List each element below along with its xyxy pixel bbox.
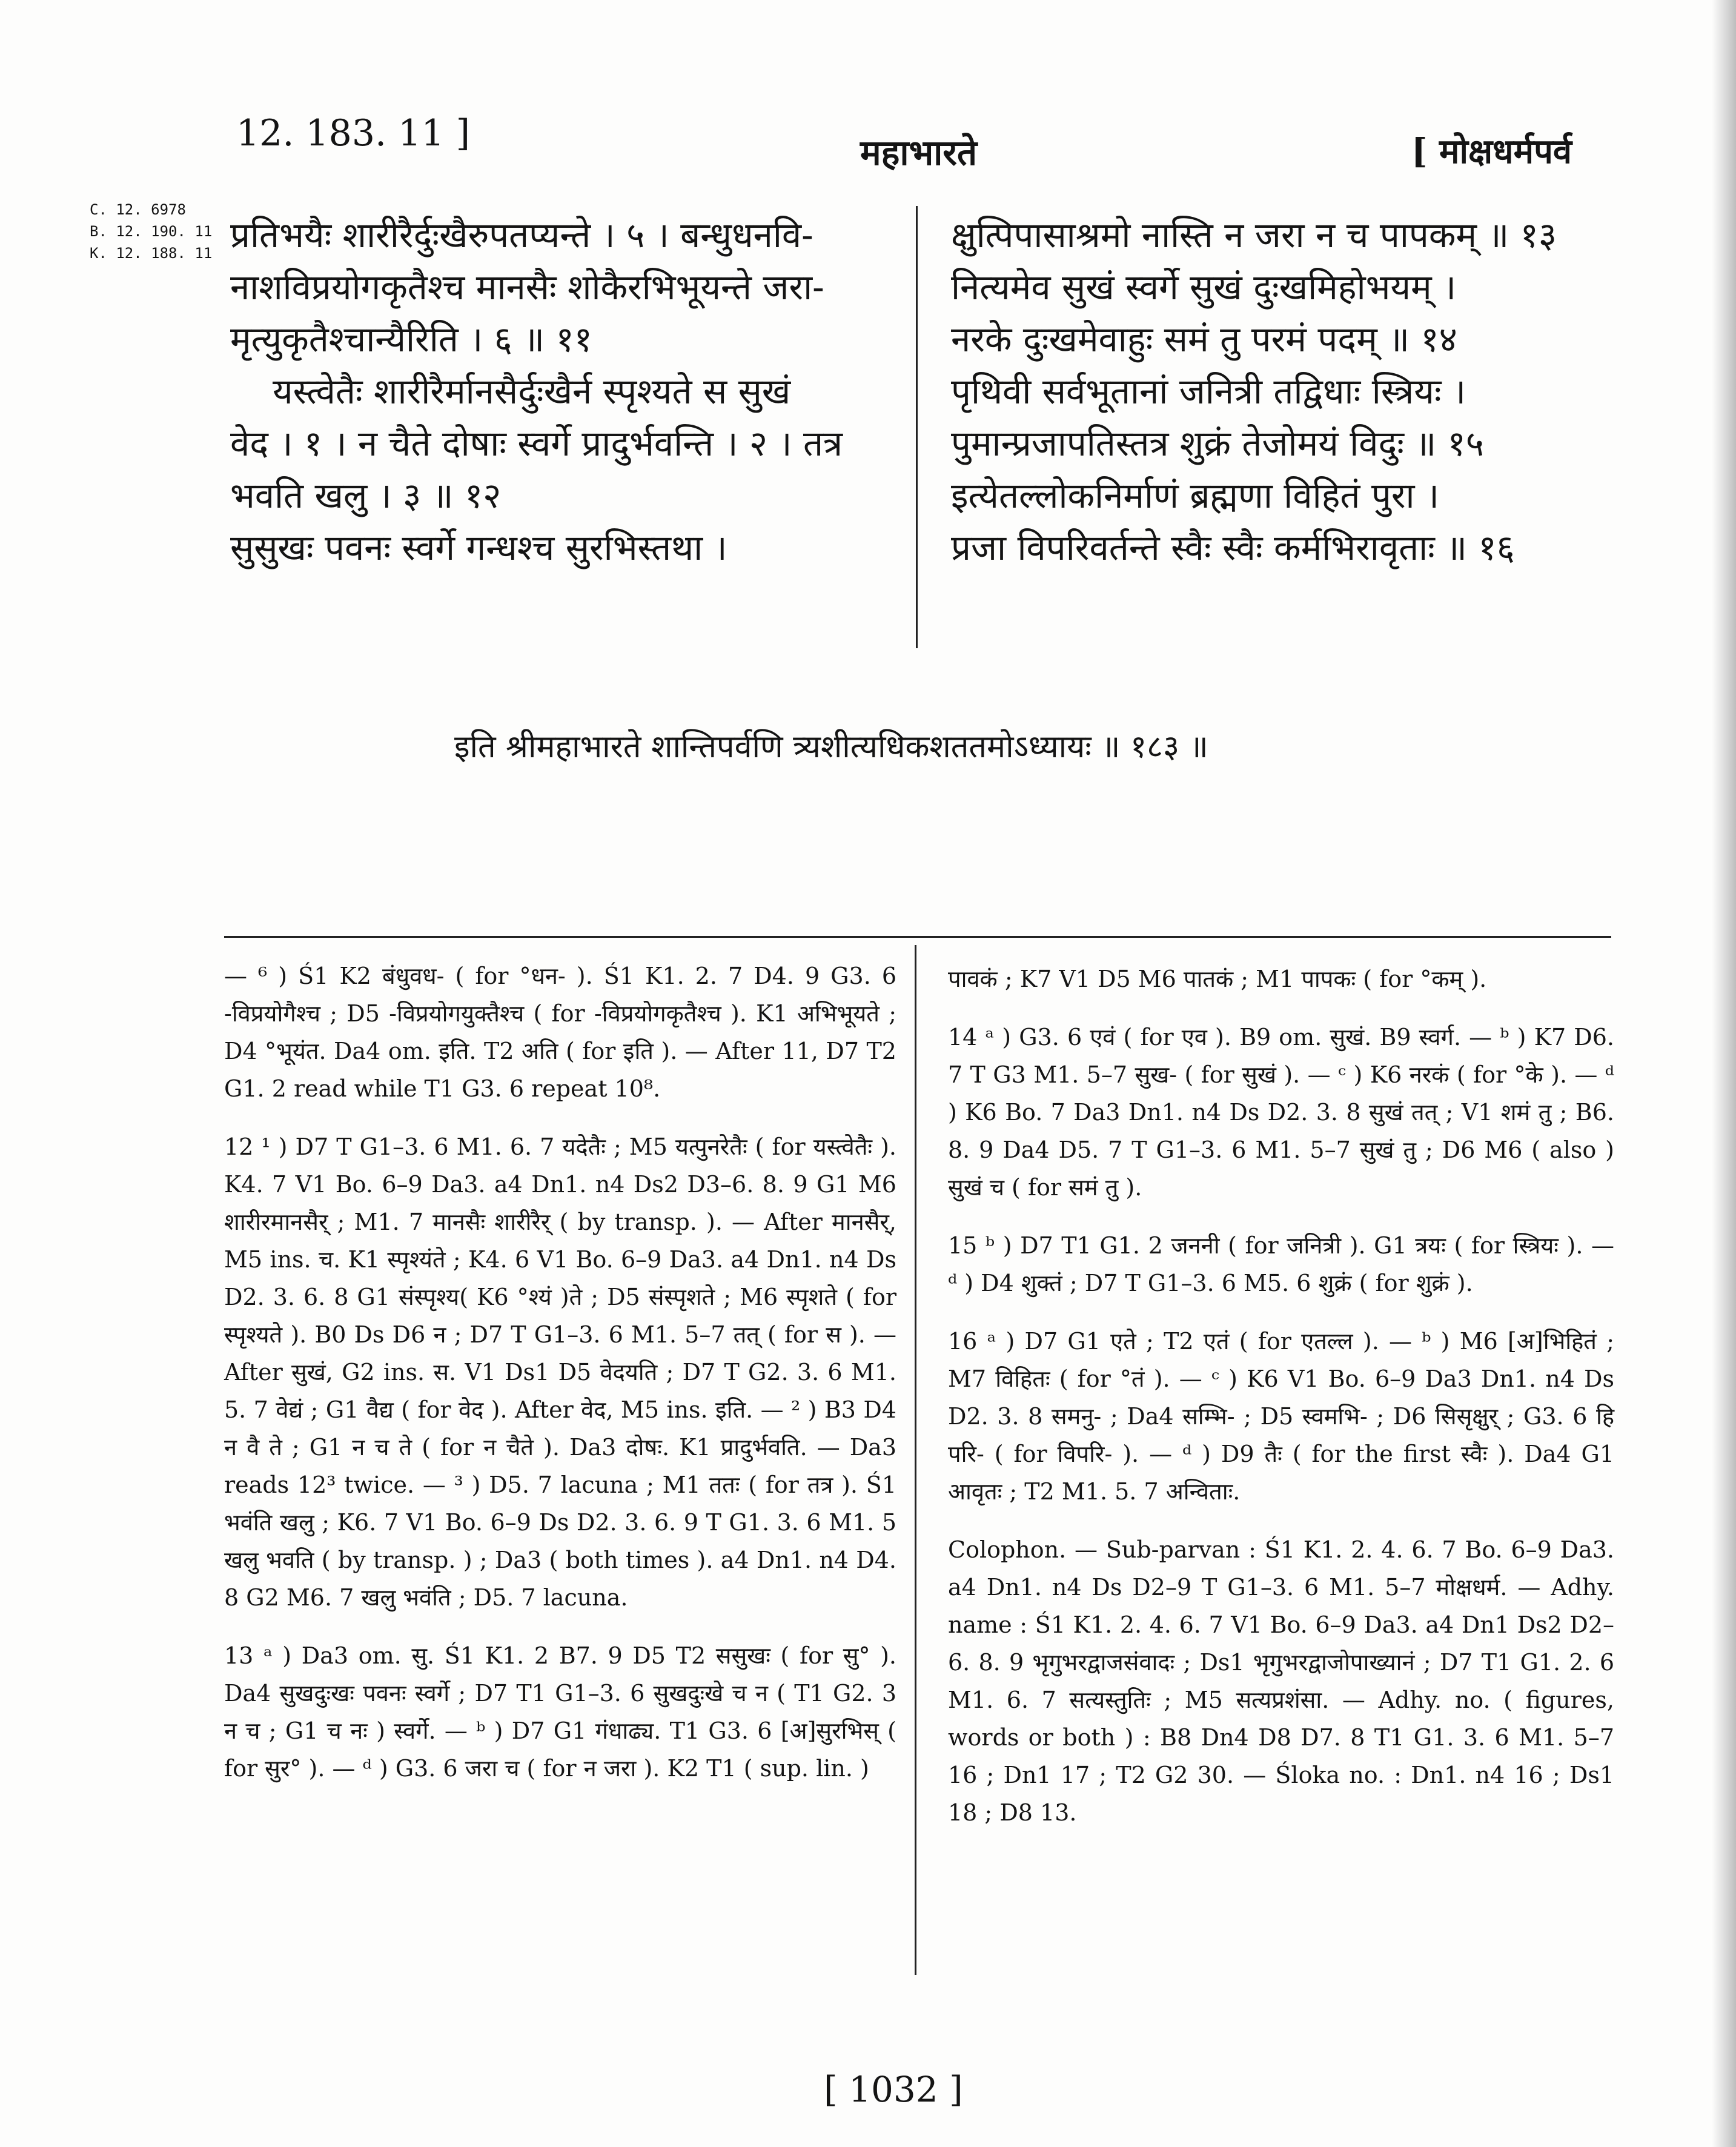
concordance-line: B. 12. 190. 11 — [90, 223, 213, 240]
verse-column-left — [230, 209, 909, 574]
page-number: [ 1032 ] — [824, 2069, 963, 2110]
verse-line: क्षुत्पिपासाश्रमो नास्ति न जरा न च पापकम् ॥ १३ — [951, 214, 1557, 256]
header-reference: 12. 183. 11 ] — [236, 112, 470, 154]
verse-line: नित्यमेव सुखं स्वर्गे सुखं दुःखमिहोभयम् । — [951, 267, 1457, 308]
apparatus-column-divider — [915, 945, 916, 1975]
verse-line: प्रजा विपरिवर्तन्ते स्वैः स्वैः कर्मभिरावृताः ॥ १६ — [951, 527, 1515, 568]
apparatus-note: 14 ᵃ ) G3. 6 एवं ( for एव ). B9 om. सुखं. B9 स्वर्ग. — ᵇ ) K7 D6. 7 T G3 M1. 5–7 सुख- ( for सुखं ). — ᶜ ) K6 नरकं ( for °के ). — ᵈ ) K6 Bo. 7 Da3 Dn1. n4 Ds D2. 3. 8 सुखं तत् ; V1 शमं तु ; B6. 8. 9 Da4 D5. 7 T G1–3. 6 M1. 5–7 सुखं तु ; D6 M6 ( also ) सुखं च ( for समं तु ). — [948, 1024, 1614, 1201]
apparatus-note: 15 ᵇ ) D7 T1 G1. 2 जननी ( for जनित्री ). G1 त्रयः ( for स्त्रियः ). — ᵈ ) D4 शुक्तं ; D7 T G1–3. 6 M5. 6 शुक्रं ( for शुक्रं ). — [948, 1232, 1614, 1296]
verse-column-right — [951, 209, 1605, 574]
header-title: महाभारते — [860, 132, 978, 173]
apparatus-note: पावकं ; K7 V1 D5 M6 पातकं ; M1 पापकः ( for °कम् ). — [948, 966, 1487, 992]
concordance-line: K. 12. 188. 11 — [90, 245, 213, 262]
apparatus-note: 13 ᵃ ) Da3 om. सु. Ś1 K1. 2 B7. 9 D5 T2 ससुखः ( for सु° ). Da4 सुखदुःखः पवनः स्वर्गे ; D7 T1 G1–3. 6 सुखदुःखे च न ( T1 G2. 3 न च ; G1 च नः ) स्वर्गे. — ᵇ ) D7 G1 गंधाढ्य. T1 G3. 6 [अ]सुरभिस् ( for सुर° ). — ᵈ ) G3. 6 जरा च ( for न जरा ). K2 T1 ( sup. lin. ) — [224, 1642, 896, 1782]
critical-apparatus-right — [948, 960, 1614, 1852]
verse-line: इत्येतल्लोकनिर्माणं ब्रह्मणा विहितं पुरा । — [951, 475, 1439, 516]
verse-line: यस्त्वेतैः शारीरैर्मानसैर्दुःखैर्न स्पृश्यते स सुखं — [273, 371, 791, 412]
verse-line: वेद । १ । न चैते दोषाः स्वर्गे प्रादुर्भवन्ति । २ । तत्र — [230, 423, 843, 464]
concordance-references — [90, 199, 212, 264]
apparatus-note: Colophon. — Sub-parvan : Ś1 K1. 2. 4. 6. 7 Bo. 6–9 Da3. a4 Dn1. n4 Ds D2–9 T G1–3. 6 M1. 5–7 मोक्षधर्म. — Adhy. name : Ś1 K1. 2. 4. 6. 7 V1 Bo. 6–9 Da3. a4 Dn1 Ds2 D2–6. 8. 9 भृगुभरद्वाजसंवादः ; Ds1 भृगुभरद्वाजोपाख्यानं ; D7 T1 G1. 2. 6 M1. 6. 7 सत्यस्तुतिः ; M5 सत्यप्रशंसा. — Adhy. no. ( figures, words or both ) : B8 Dn4 D8 D7. 8 T1 G1. 3. 6 M1. 5–7 16 ; Dn1 17 ; T2 G2 30. — Śloka no. : Dn1. n4 16 ; Ds1 18 ; D8 13. — [948, 1536, 1614, 1826]
chapter-colophon: इति श्रीमहाभारते शान्तिपर्वणि त्र्यशीत्यधिकशततमोऽध्यायः ॥ १८३ ॥ — [454, 729, 1208, 765]
verse-line: मृत्युकृतैश्चान्यैरिति । ६ ॥ ११ — [230, 319, 592, 360]
verse-line: प्रतिभयैः शारीरैर्दुःखैरुपतप्यन्ते । ५ । बन्धुधनवि- — [230, 214, 813, 256]
verse-line: नरके दुःखमेवाहुः समं तु परमं पदम् ॥ १४ — [951, 319, 1457, 360]
verse-column-divider — [916, 206, 918, 648]
verse-line: पृथिवी सर्वभूतानां जनित्री तद्विधाः स्त्रियः । — [951, 371, 1466, 412]
verse-line: नाशविप्रयोगकृतैश्च मानसैः शोकैरभिभूयन्ते जरा- — [230, 267, 824, 308]
verse-line: पुमान्प्रजापतिस्तत्र शुक्रं तेजोमयं विदुः ॥ १५ — [951, 423, 1484, 464]
apparatus-rule — [224, 936, 1611, 938]
verse-line: सुसुखः पवनः स्वर्गे गन्धश्च सुरभिस्तथा । — [230, 527, 727, 568]
page-edge-shadow — [1712, 0, 1736, 2147]
critical-apparatus-left — [224, 957, 896, 1808]
apparatus-note: 16 ᵃ ) D7 G1 एते ; T2 एतं ( for एतल्ल ). — ᵇ ) M6 [अ]भिहितं ; M7 विहितः ( for °तं ). — ᶜ ) K6 V1 Bo. 6–9 Da3 Dn1. n4 Ds D2. 3. 8 समनु- ; Da4 सम्भि- ; D5 स्वमभि- ; D6 सिसृक्षुर् ; G3. 6 हि परि- ( for विपरि- ). — ᵈ ) D9 तैः ( for the first स्वैः ). Da4 G1 आवृतः ; T2 M1. 5. 7 अन्विताः. — [948, 1328, 1614, 1505]
header-section: [ मोक्षधर्मपर्व — [1411, 131, 1572, 171]
verse-line: भवति खलु । ३ ॥ १२ — [230, 475, 502, 516]
apparatus-note: 12 ¹ ) D7 T G1–3. 6 M1. 6. 7 यदेतैः ; M5 यत्पुनरेतैः ( for यस्त्वेतैः ). K4. 7 V1 Bo. 6–9 Da3. a4 Dn1. n4 Ds2 D3–6. 8. 9 G1 M6 शारीरमानसैर् ; M1. 7 मानसैः शारीरैर् ( by transp. ). — After मानसैर्, M5 ins. च. K1 स्पृश्यंते ; K4. 6 V1 Bo. 6–9 Da3. a4 Dn1. n4 Ds D2. 3. 6. 8 G1 संस्पृश्य( K6 °श्यं )ते ; D5 संस्पृशते ; M6 स्पृशते ( for स्पृश्यते ). B0 Ds D6 न ; D7 T G1–3. 6 M1. 5–7 तत् ( for स ). — After सुखं, G2 ins. स. V1 Ds1 D5 वेदयति ; D7 T G2. 3. 6 M1. 5. 7 वेद्यं ; G1 वैद्य ( for वेद ). After वेद, M5 ins. इति. — ² ) B3 D4 न वै ते ; G1 न च ते ( for न चैते ). Da3 दोषः. K1 प्रादुर्भवति. — Da3 reads 12³ twice. — ³ ) D5. 7 lacuna ; M1 ततः ( for तत्र ). Ś1 भवंति खलु ; K6. 7 V1 Bo. 6–9 Ds D2. 3. 6. 9 T G1. 3. 6 M1. 5 खलु भवति ( by transp. ) ; Da3 ( both times ). a4 Dn1. n4 D4. 8 G2 M6. 7 खलु भवंति ; D5. 7 lacuna. — [224, 1133, 896, 1611]
concordance-line: C. 12. 6978 — [90, 201, 186, 218]
apparatus-note: — ⁶ ) Ś1 K2 बंधुवध- ( for °धन- ). Ś1 K1. 2. 7 D4. 9 G3. 6 -विप्रयोगैश्च ; D5 -विप्रयोगयुक्तैश्च ( for -विप्रयोगकृतैश्च ). K1 अभिभूयते ; D4 °भूयंत. Da4 om. इति. T2 अति ( for इति ). — After 11, D7 T2 G1. 2 read while T1 G3. 6 repeat 10⁸. — [224, 963, 896, 1102]
